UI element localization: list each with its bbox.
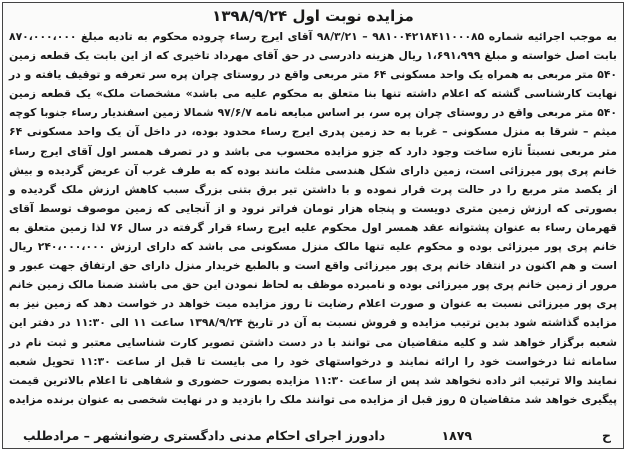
notice-footer [9, 424, 617, 446]
signature-line: دادورز اجرای احکام مدنی دادگستری رضوانشهر – مرادطلب [23, 427, 386, 443]
notice-title: مزایده نوبت اول ۱۳۹۸/۹/۲۴ [212, 7, 414, 25]
reference-code: ۱۸۷۹ [441, 427, 472, 443]
auction-notice [2, 2, 624, 449]
notice-body: به موجب اجرائیه شماره ۹۸۱۰۰۴۲۱۸۴۱۱۰۰۰۸۵ – ۹۸/۳/۲۱ آقای ایرج رساء چروده محکوم به تادیه مبلغ ۸۷۰،۰۰۰،۰۰۰ بابت اصل خواسته و مبلغ ۱،۶۹۱،۹۹۹ ریال هزینه دادرسی در حق آقای مهرداد تاخیری که از این بابت یک قطعه زمین ۵۴۰ متر مربعی به همراه یک واحد مسکونی ۶۴ متر مربعی واقع در روستای چران پره سر تعرفه و توقیف یافته و در نهایت کارشناسی گشته که اعلام داشته تنها بنا متعلق به محکوم علیه می باشد» مشخصات ملک» یک قطعه زمین ۵۴۰ متر مربعی واقع در روستای چران پره سر، بر اساس مبایعه نامه ۹۷/۶/۷ شمالا زمین اسفندیار رساء جنوبا کوچه میثم – شرقا به منزل مسکونی – غربا به حد زمین پدری ایرج رساء محدود بوده، در داخل آن یک واحد مسکونی ۶۴ متر مربعی نسبتاً تازه ساخت وجود دارد که جزو مزایده محسوب می باشد و در تصرف همسر اول آقای ایرج رساء خانم پری پور میرزائی است، زمین دارای شکل هندسی مثلث مانند بوده که به طرف غرب آن عریض گردیده و بیش از یکصد متر مربع را در حالت پرت قرار نموده و با داشتن تیر برق بتنی بزرگ سبب کاهش ارزش ملک گردیده و بصورتی که ارزش زمین متری دویست و پنجاه هزار تومان فراتر نرود و از آنجایی که زمین موصوف توسط آقای قهرمان رساء به عنوان پشتوانه عقد همسر اول محکوم علیه ایرج رساء قرار گرفته در سال ۷۶ لذا زمین متعلق به خانم پری پور میرزائی بوده و محکوم علیه تنها مالک منزل مسکونی می باشد که دارای ارزش ۲۴۰،۰۰۰،۰۰۰ ریال است و هم اکنون در انتقاد خانم پری پور میرزائی واقع است و بالطبع خریدار منزل دارای حق ارتفاق جهت عبور و مرور از زمین خانم پری پور میرزائی بوده و نامبرده موظف به لحاظ نمودن این حق می باشند ضمنا مالک زمین خانم پری پور میرزائی نسبت به عنوان و صورت اعلام رضایت تا روز مزایده میت خواهد در خواست دهد که زمین نیز به مزایده گذاشته شود بدین ترتیب مزایده و فروش نسبت به آن در تاریخ ۱۳۹۸/۹/۲۴ ساعت ۱۱ الی ۱۱:۳۰ در دفتر این شعبه برگزار خواهد شد و کلیه متقاضیان می توانند با در دست داشتن تصویر کارت شناسایی معتبر و ثبت نام در سامانه ثنا درخواست خود را ارائه نمایند و درخواستهای خود را می بایست تا قبل از ساعت ۱۱:۳۰ تحویل شعبه نمایند والا ترتیب اثر داده نخواهد شد پس از ساعت ۱۱:۳۰ مزایده بصورت حضوری و شفاهی تا اعلام بالاترین قیمت پیگیری خواهد شد متقاضیان ۵ روز قبل از مزایده می توانند ملک را بازدید و در نهایت شخصی به عنوان برنده مزایده [9, 30, 618, 406]
reference-letter: ح [601, 427, 611, 443]
